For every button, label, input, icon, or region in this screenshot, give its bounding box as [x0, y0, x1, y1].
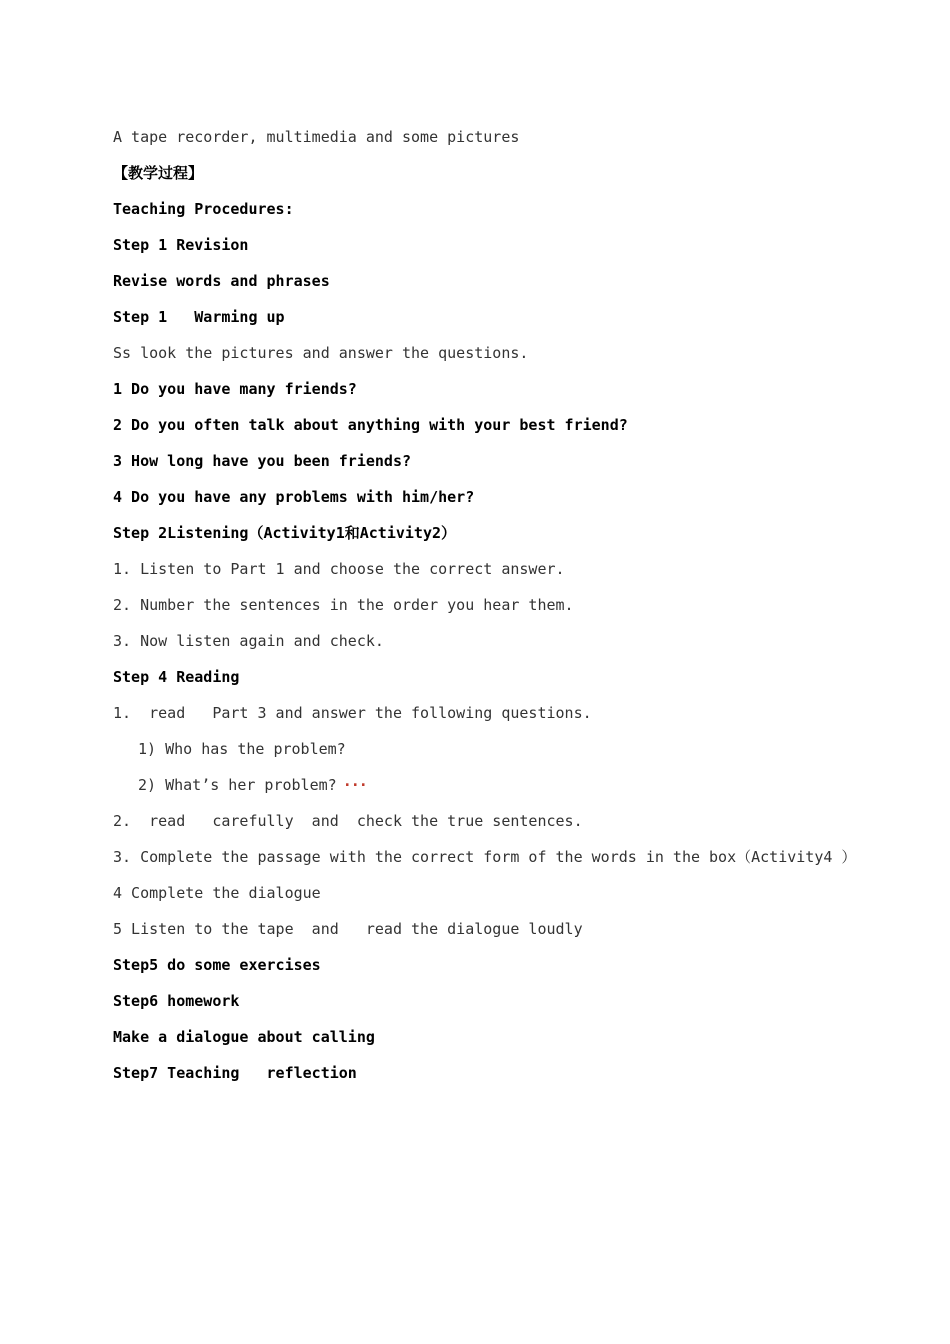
reading-item: 1. read Part 3 and answer the following questions. — [113, 704, 592, 722]
reading-item: 5 Listen to the tape and read the dialogue loudly — [113, 920, 583, 938]
warming-title: Step 1 Warming up — [113, 308, 285, 326]
step1-content: Revise words and phrases — [113, 272, 330, 290]
question-item: 3 How long have you been friends? — [113, 452, 412, 470]
reading-item: 4 Complete the dialogue — [113, 884, 321, 902]
question-item: 1 Do you have many friends? — [113, 380, 357, 398]
step7-title: Step7 Teaching reflection — [113, 1064, 357, 1082]
question-item: 4 Do you have any problems with him/her? — [113, 488, 475, 506]
step6-content: Make a dialogue about calling — [113, 1028, 375, 1046]
reading-subitem-row — [138, 776, 367, 794]
materials-line: A tape recorder, multimedia and some pictures — [113, 128, 520, 146]
procedures-label: Teaching Procedures: — [113, 200, 294, 218]
step4-title: Step 4 Reading — [113, 668, 240, 686]
question-item: 2 Do you often talk about anything with your best friend? — [113, 416, 628, 434]
warming-intro: Ss look the pictures and answer the questions. — [113, 344, 529, 362]
listening-item: 1. Listen to Part 1 and choose the correct answer. — [113, 560, 565, 578]
step1-title: Step 1 Revision — [113, 236, 249, 254]
reading-item: 2. read carefully and check the true sentences. — [113, 812, 583, 830]
reading-subitem: 1) Who has the problem? — [138, 740, 346, 758]
section-header: 【教学过程】 — [113, 164, 204, 182]
step5-title: Step5 do some exercises — [113, 956, 321, 974]
step2-title: Step 2Listening（Activity1和Activity2） — [113, 524, 457, 542]
listening-item: 3. Now listen again and check. — [113, 632, 384, 650]
ellipsis-mark: ··· — [342, 776, 367, 794]
listening-item: 2. Number the sentences in the order you hear them. — [113, 596, 574, 614]
reading-item: 3. Complete the passage with the correct form of the words in the box（Activity4 ） — [113, 848, 857, 866]
step6-title: Step6 homework — [113, 992, 240, 1010]
reading-subitem: 2) What’s her problem? — [138, 776, 337, 794]
